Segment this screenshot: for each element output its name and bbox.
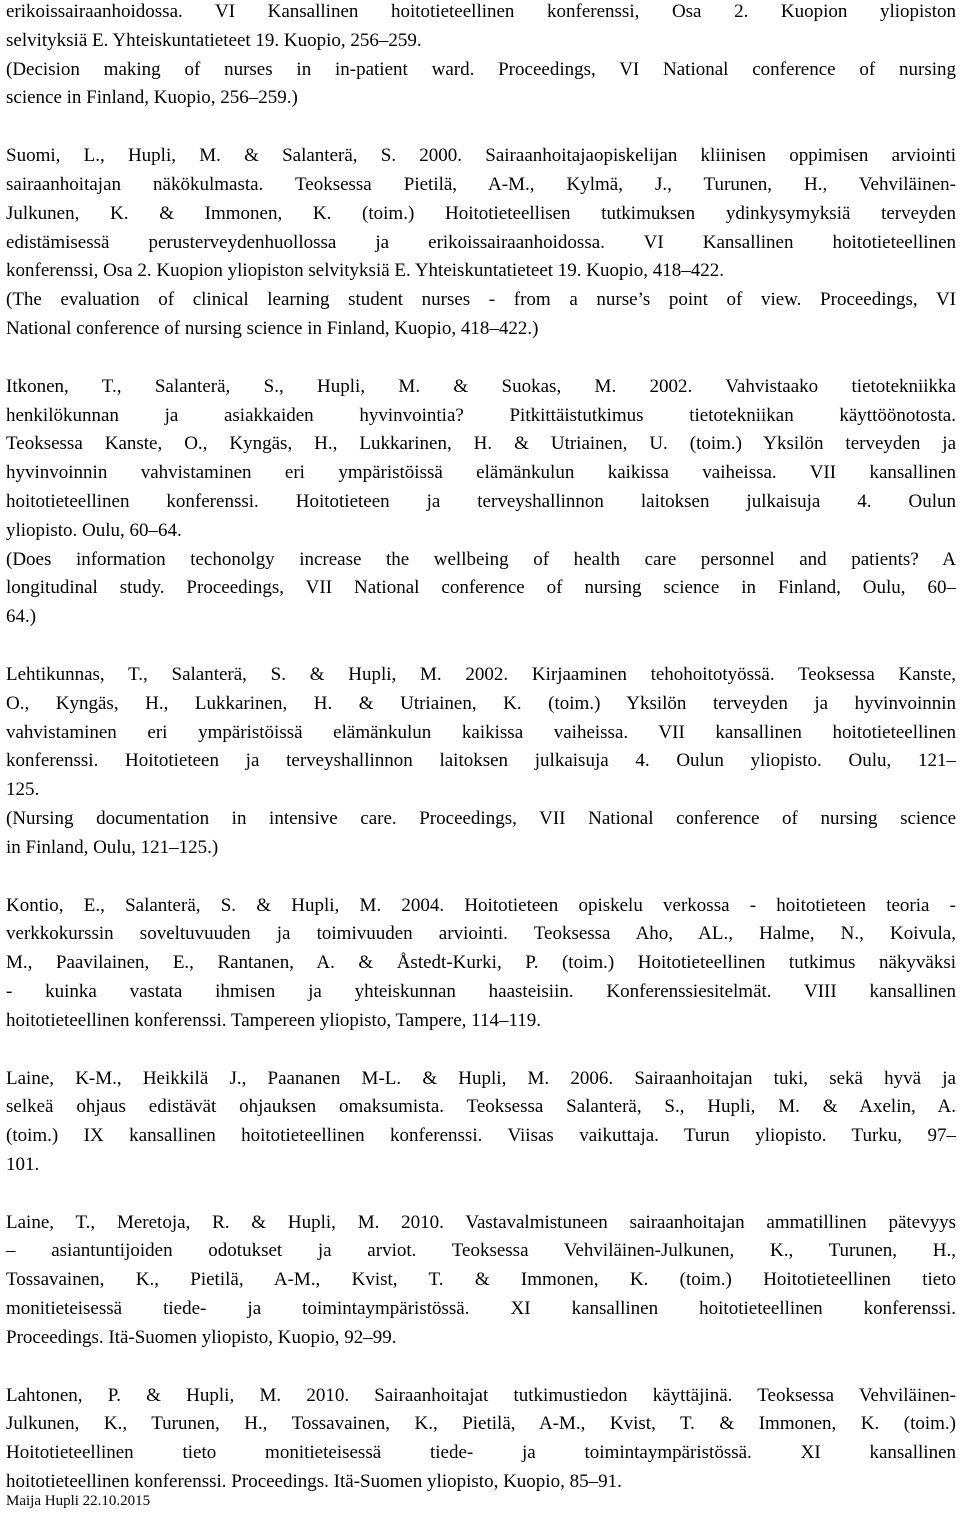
reference-line: henkilökunnan ja asiakkaiden hyvinvointia? Pitkittäistutkimus tietotekniikan käyttöönotosta. [6, 404, 956, 426]
reference-line: Laine, T., Meretoja, R. & Hupli, M. 2010. Vastavalmistuneen sairaanhoitajan ammatillinen pätevyys [6, 1211, 956, 1233]
reference-entry [6, 892, 956, 1036]
reference-line: Julkunen, K. & Immonen, K. (toim.) Hoitotieteellisen tutkimuksen ydinkysymyksiä terveyden [6, 202, 956, 224]
reference-line: Itkonen, T., Salanterä, S., Hupli, M. & Suokas, M. 2002. Vahvistaako tietotekniikka [6, 375, 956, 397]
reference-line: Tossavainen, K., Pietilä, A-M., Kvist, T. & Immonen, K. (toim.) Hoitotieteellinen tieto [6, 1269, 956, 1291]
reference-line: Hoitotieteellinen tieto monitieteisessä tiede- ja toimintaympäristössä. XI kansallinen [6, 1442, 956, 1464]
reference-line: vahvistaminen eri ympäristöissä elämänkulun kaikissa vaiheissa. VII kansallinen hoitotieteellinen [6, 721, 956, 743]
reference-line: 64.) [6, 606, 37, 628]
reference-line: – asiantuntijoiden odotukset ja arviot. Teoksessa Vehviläinen-Julkunen, K., Turunen, H., [6, 1240, 956, 1262]
reference-line: Suomi, L., Hupli, M. & Salanterä, S. 2000. Sairaanhoitajaopiskelijan kliinisen oppimisen arviointi [6, 145, 956, 167]
reference-entry [6, 1065, 956, 1180]
reference-entry [6, 1382, 956, 1497]
reference-line: in Finland, Oulu, 121–125.) [6, 836, 219, 858]
reference-line: konferenssi, Osa 2. Kuopion yliopiston selvityksiä E. Yhteiskuntatieteet 19. Kuopio, 418–422. [6, 260, 725, 282]
page-footer: Maija Hupli 22.10.2015 [6, 1493, 151, 1509]
reference-line: National conference of nursing science in Finland, Kuopio, 418–422.) [6, 317, 539, 339]
reference-line: selvityksiä E. Yhteiskuntatieteet 19. Kuopio, 256–259. [6, 29, 422, 51]
reference-line: edistämisessä perusterveydenhuollossa ja erikoissairaanhoidossa. VI Kansallinen hoitotieteellinen [6, 231, 956, 253]
reference-line: yliopisto. Oulu, 60–64. [6, 519, 182, 541]
reference-line: Proceedings. Itä-Suomen yliopisto, Kuopio, 92–99. [6, 1326, 397, 1348]
reference-line: Lehtikunnas, T., Salanterä, S. & Hupli, M. 2002. Kirjaaminen tehohoitotyössä. Teoksessa Kanste, [6, 663, 956, 685]
reference-line: hoitotieteellinen konferenssi. Proceedings. Itä-Suomen yliopisto, Kuopio, 85–91. [6, 1471, 622, 1493]
reference-line: (Decision making of nurses in in-patient ward. Proceedings, VI National conference of nursing [6, 58, 956, 80]
reference-line: science in Finland, Kuopio, 256–259.) [6, 87, 298, 109]
reference-line: monitieteisessä tiede- ja toimintaympäristössä. XI kansallinen hoitotieteellinen konferenssi. [6, 1298, 956, 1320]
reference-line: Laine, K-M., Heikkilä J., Paananen M-L. & Hupli, M. 2006. Sairaanhoitajan tuki, sekä hyvä ja [6, 1067, 956, 1089]
reference-line: Kontio, E., Salanterä, S. & Hupli, M. 2004. Hoitotieteen opiskelu verkossa - hoitotieteen teoria - [6, 894, 956, 916]
reference-line: Lahtonen, P. & Hupli, M. 2010. Sairaanhoitajat tutkimustiedon käyttäjinä. Teoksessa Vehviläinen- [6, 1384, 956, 1406]
reference-line: hoitotieteellinen konferenssi. Hoitotieteen ja terveyshallinnon laitoksen julkaisuja 4. Oulun [6, 490, 956, 512]
reference-line: Julkunen, K., Turunen, H., Tossavainen, K., Pietilä, A-M., Kvist, T. & Immonen, K. (toim.) [6, 1413, 956, 1435]
reference-line: selkeä ohjaus edistävät ohjauksen omaksumista. Teoksessa Salanterä, S., Hupli, M. & Axelin, A. [6, 1096, 956, 1118]
reference-list [6, 0, 956, 1497]
reference-line: Teoksessa Kanste, O., Kyngäs, H., Lukkarinen, H. & Utriainen, U. (toim.) Yksilön terveyden ja [6, 433, 956, 455]
reference-line: sairaanhoitajan näkökulmasta. Teoksessa Pietilä, A-M., Kylmä, J., Turunen, H., Vehviläinen- [6, 173, 956, 195]
reference-line: 125. [6, 779, 40, 801]
reference-line: (The evaluation of clinical learning student nurses - from a nurse’s point of view. Proceedings, VI [6, 289, 956, 311]
reference-entry [6, 0, 956, 113]
reference-line: erikoissairaanhoidossa. VI Kansallinen hoitotieteellinen konferenssi, Osa 2. Kuopion yliopiston [6, 1, 956, 22]
reference-entry [6, 661, 956, 863]
reference-line: M., Paavilainen, E., Rantanen, A. & Åstedt-Kurki, P. (toim.) Hoitotieteellinen tutkimus näkyväksi [6, 952, 956, 974]
reference-line: hoitotieteellinen konferenssi. Tampereen yliopisto, Tampere, 114–119. [6, 1009, 542, 1031]
reference-entry [6, 142, 956, 344]
reference-line: (Does information techonolgy increase the wellbeing of health care personnel and patients? A [6, 548, 956, 570]
reference-entry [6, 373, 956, 632]
reference-line: - kuinka vastata ihmisen ja yhteiskunnan haasteisiin. Konferenssiesitelmät. VIII kansallinen [6, 980, 956, 1002]
reference-line: konferenssi. Hoitotieteen ja terveyshallinnon laitoksen julkaisuja 4. Oulun yliopisto. Oulu, 121– [6, 750, 956, 772]
reference-entry [6, 1209, 956, 1353]
reference-line: hyvinvoinnin vahvistaminen eri ympäristöissä elämänkulun kaikissa vaiheissa. VII kansallinen [6, 462, 956, 484]
reference-line: longitudinal study. Proceedings, VII National conference of nursing science in Finland, Oulu, 60– [6, 577, 956, 599]
reference-line: verkkokurssin soveltuvuuden ja toimivuuden arviointi. Teoksessa Aho, AL., Halme, N., Koivula, [6, 923, 956, 945]
reference-line: (toim.) IX kansallinen hoitotieteellinen konferenssi. Viisas vaikuttaja. Turun yliopisto. Turku, 97– [6, 1125, 956, 1147]
reference-line: (Nursing documentation in intensive care. Proceedings, VII National conference of nursing science [6, 807, 956, 829]
reference-line: O., Kyngäs, H., Lukkarinen, H. & Utriainen, K. (toim.) Yksilön terveyden ja hyvinvoinnin [6, 692, 956, 714]
reference-line: 101. [6, 1153, 40, 1175]
